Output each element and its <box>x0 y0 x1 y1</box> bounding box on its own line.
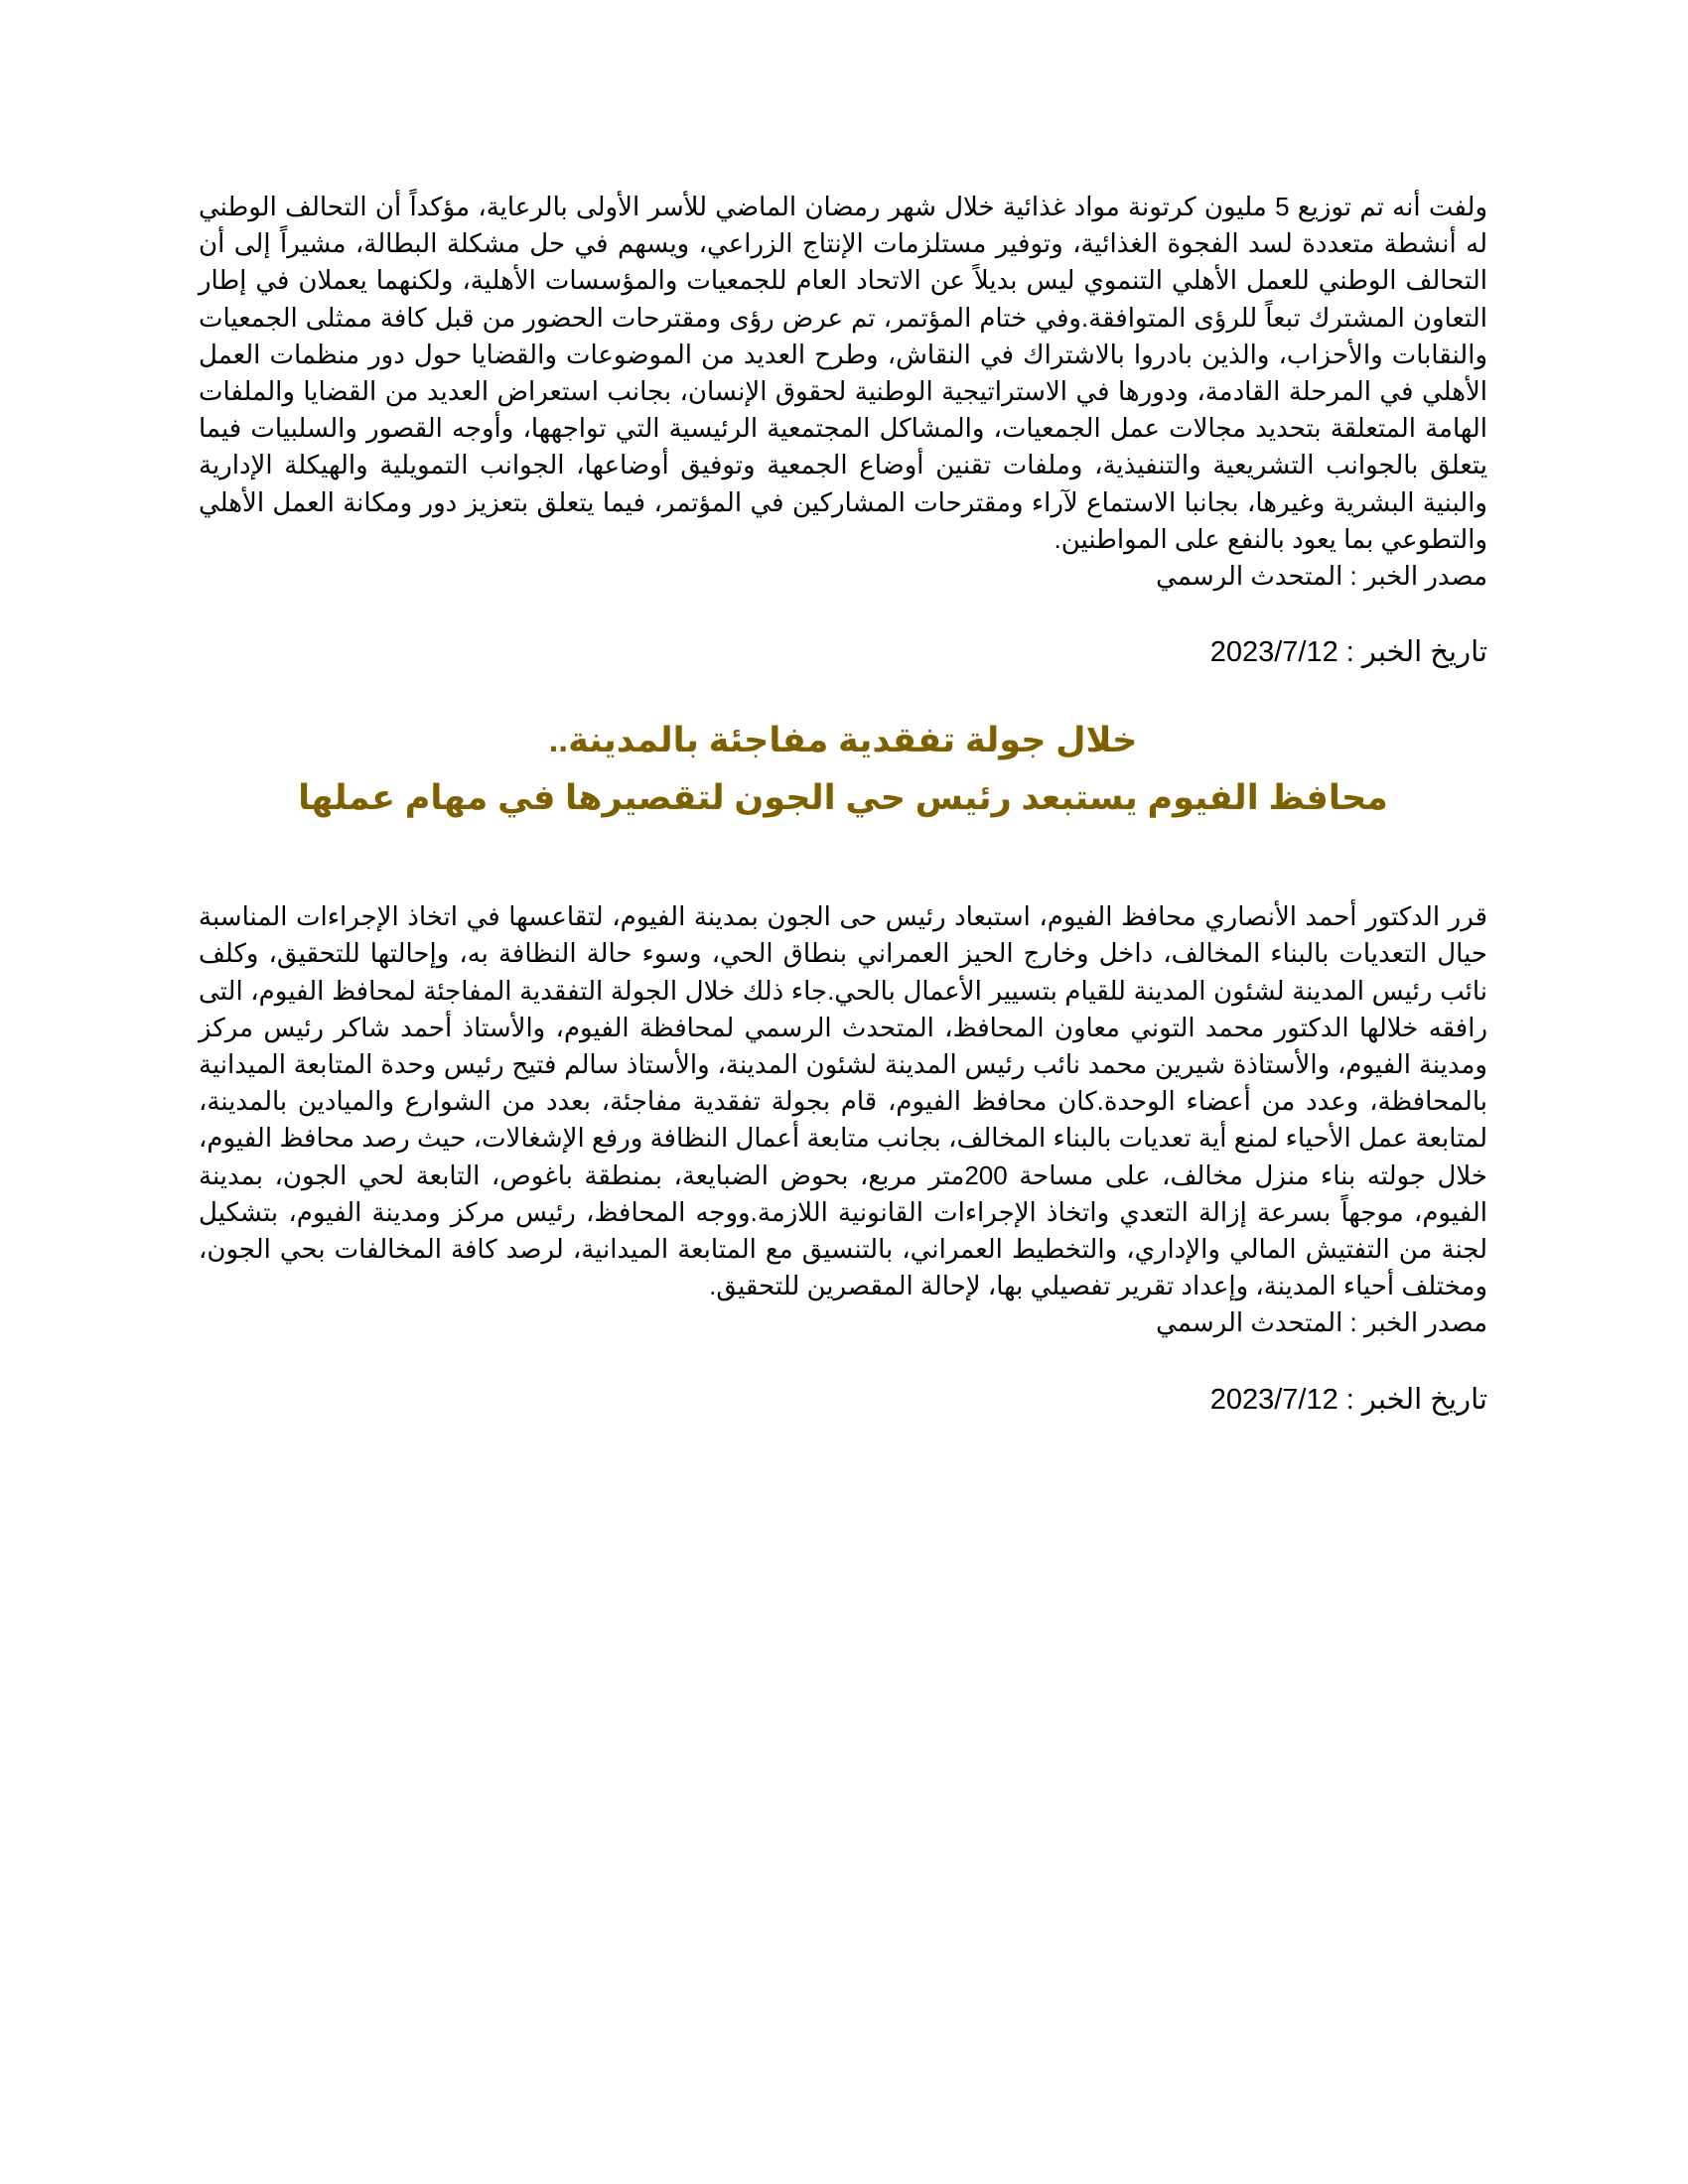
article-1-source: مصدر الخبر : المتحدث الرسمي <box>1156 561 1487 592</box>
headline-line-1: خلال جولة تفقدية مفاجئة بالمدينة.. <box>548 721 1138 760</box>
article-1-body: ولفت أنه تم توزيع 5 مليون كرتونة مواد غذائية خلال شهر رمضان الماضي للأسر الأولى بالرعاية، مؤكداً أن التحالف الوطني له أنشطة متعددة لسد الفجوة الغذائية، وتوفير مستلزمات الإنتاج الزراعي، ويسهم في حل مشكلة البطالة، مشيراً إلى أن التحالف الوطني للعمل الأهلي التنموي ليس بديلاً عن الاتحاد العام للجمعيات والمؤسسات الأهلية، ولكنهما يعملان في إطار التعاون المشترك تبعاً للرؤى المتوافقة.وفي ختام المؤتمر، تم عرض رؤى ومقترحات الحضور من قبل كافة ممثلى الجمعيات والنقابات والأحزاب، والذين بادروا بالاشتراك في النقاش، وطرح العديد من الموضوعات والقضايا حول دور منظمات العمل الأهلي في المرحلة القادمة، ودورها في الاستراتيجية الوطنية لحقوق الإنسان، بجانب استعراض العديد من القضايا والملفات الهامة المتعلقة بتحديد مجالات عمل الجمعيات، والمشاكل المجتمعية الرئيسية التي تواجهها، وأوجه القصور والسلبيات فيما يتعلق بالجوانب التشريعية والتنفيذية، وملفات تقنين أوضاع الجمعية وتوفيق أوضاعها، الجوانب التمويلية والهيكلة الإدارية والبنية البشرية وغيرها، بجانبا الاستماع لآراء ومقترحات المشاركين في المؤتمر، فيما يتعلق بتعزيز دور ومكانة العمل الأهلي والتطوعي بما يعود بالنفع على المواطنين. <box>199 192 1488 554</box>
article-1-date: تاريخ الخبر : 2023/7/12 <box>1209 636 1487 669</box>
article-2-headline <box>199 712 1487 827</box>
article-2-source: مصدر الخبر : المتحدث الرسمي <box>1156 1307 1487 1338</box>
headline-line-2: محافظ الفيوم يستبعد رئيس حي الجون لتقصيرها في مهام عملها <box>298 778 1388 818</box>
article-2-date: تاريخ الخبر : 2023/7/12 <box>1209 1383 1487 1416</box>
article-2 <box>199 898 1487 1419</box>
document-page <box>199 189 1487 1420</box>
article-1 <box>199 189 1487 672</box>
article-2-body: قرر الدكتور أحمد الأنصاري محافظ الفيوم، استبعاد رئيس حى الجون بمدينة الفيوم، لتقاعسها في اتخاذ الإجراءات المناسبة حيال التعديات بالبناء المخالف، داخل وخارج الحيز العمراني بنطاق الحي، وسوء حالة النظافة به، وإحالتها للتحقيق، وكلف نائب رئيس المدينة لشئون المدينة للقيام بتسيير الأعمال بالحي.جاء ذلك خلال الجولة التفقدية المفاجئة لمحافظ الفيوم، التى رافقه خلالها الدكتور محمد التوني معاون المحافظ، المتحدث الرسمي لمحافظة الفيوم، والأستاذ أحمد شاكر رئيس مركز ومدينة الفيوم، والأستاذة شيرين محمد نائب رئيس المدينة لشئون المدينة، والأستاذ سالم فتيح رئيس وحدة المتابعة الميدانية بالمحافظة، وعدد من أعضاء الوحدة.كان محافظ الفيوم، قام بجولة تفقدية مفاجئة، بعدد من الشوارع والميادين بالمدينة، لمتابعة عمل الأحياء لمنع أية تعديات بالبناء المخالف، بجانب متابعة أعمال النظافة ورفع الإشغالات، حيث رصد محافظ الفيوم، خلال جولته بناء منزل مخالف، على مساحة 200متر مربع، بحوض الضبايعة، بمنطقة باغوص، التابعة لحي الجون، بمدينة الفيوم، موجهاً بسرعة إزالة التعدي واتخاذ الإجراءات القانونية اللازمة.ووجه المحافظ، رئيس مركز ومدينة الفيوم، بتشكيل لجنة من التفتيش المالي والإداري، والتخطيط العمراني، بالتنسيق مع المتابعة الميدانية، لرصد كافة المخالفات بحي الجون، ومختلف أحياء المدينة، وإعداد تقرير تفصيلي بها، لإحالة المقصرين للتحقيق. <box>199 901 1487 1301</box>
